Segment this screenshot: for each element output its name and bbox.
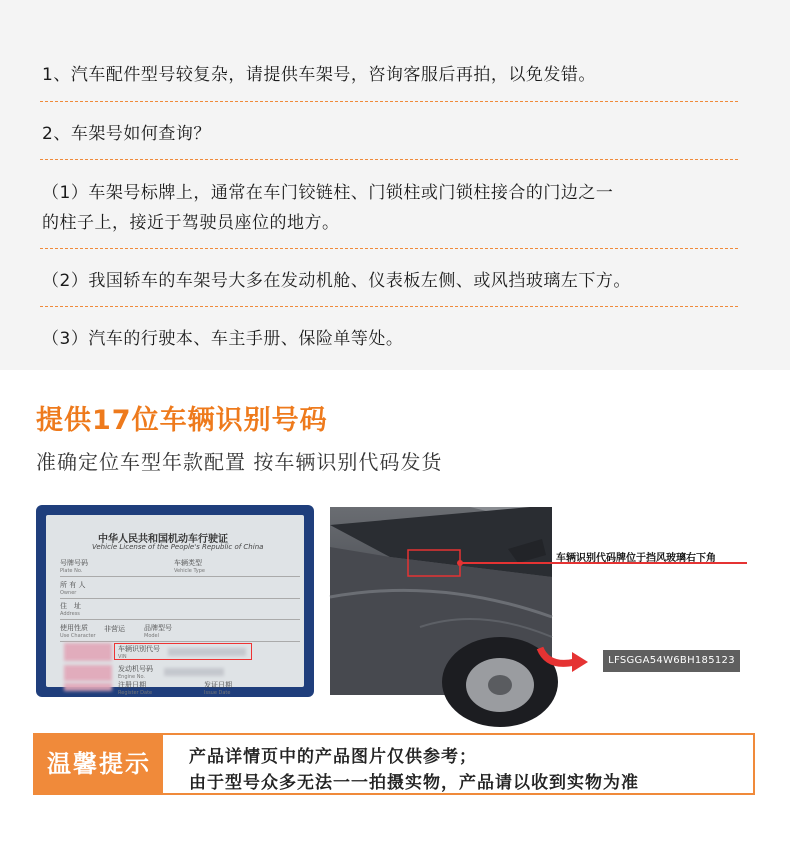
faq-line-3a: （1）车架号标牌上，通常在车门铰链柱、门锁柱或门锁柱接合的门边之一 <box>42 183 614 203</box>
license-title: 中华人民共和国机动车行驶证 <box>98 534 228 545</box>
faq-line-2: 2、车架号如何查询？ <box>42 124 211 144</box>
vin-location-callout: 车辆识别代码牌位于挡风玻璃右下角 <box>556 553 716 564</box>
license-model-label: 品牌型号 Model <box>144 624 172 639</box>
notice-banner <box>33 733 755 795</box>
section-title: 提供17位车辆识别号码 <box>36 405 328 436</box>
notice-tag: 温馨提示 <box>35 735 163 793</box>
notice-line-2: 由于型号众多无法一一拍摄实物，产品请以收到实物为准 <box>189 773 639 793</box>
license-engine-label: 发动机号码 Engine No. <box>118 665 153 680</box>
license-owner-label: 所 有 人 Owner <box>60 581 86 596</box>
license-issue-label: 发证日期 Issue Date <box>204 681 232 696</box>
faq-line-4: （2）我国轿车的车架号大多在发动机舱、仪表板左侧、或风挡玻璃左下方。 <box>42 271 631 291</box>
section-subtitle: 准确定位车型年款配置 按车辆识别代码发货 <box>36 450 443 474</box>
faq-line-3b: 的柱子上，接近于驾驶员座位的地方。 <box>42 213 340 233</box>
license-address-label: 住 址 Address <box>60 602 81 617</box>
faq-line-1: 1、汽车配件型号较复杂，请提供车架号，咨询客服后再拍，以免发错。 <box>42 65 596 85</box>
vin-plate: LFSGGA54W6BH185123 <box>603 650 740 672</box>
license-type-label: 车辆类型 Vehicle Type <box>174 559 205 574</box>
license-plate-label: 号牌号码 Plate No. <box>60 559 88 574</box>
faq-line-5: （3）汽车的行驶本、车主手册、保险单等处。 <box>42 329 404 349</box>
license-vin-label: 车辆识别代号 VIN <box>118 645 160 660</box>
license-register-label: 注册日期 Register Date <box>118 681 153 696</box>
license-title-en: Vehicle License of the People's Republic of China <box>92 543 264 551</box>
license-use-label: 使用性质 Use Character <box>60 624 96 639</box>
license-use-value: 非营运 <box>104 625 125 633</box>
notice-line-1: 产品详情页中的产品图片仅供参考； <box>189 747 477 767</box>
